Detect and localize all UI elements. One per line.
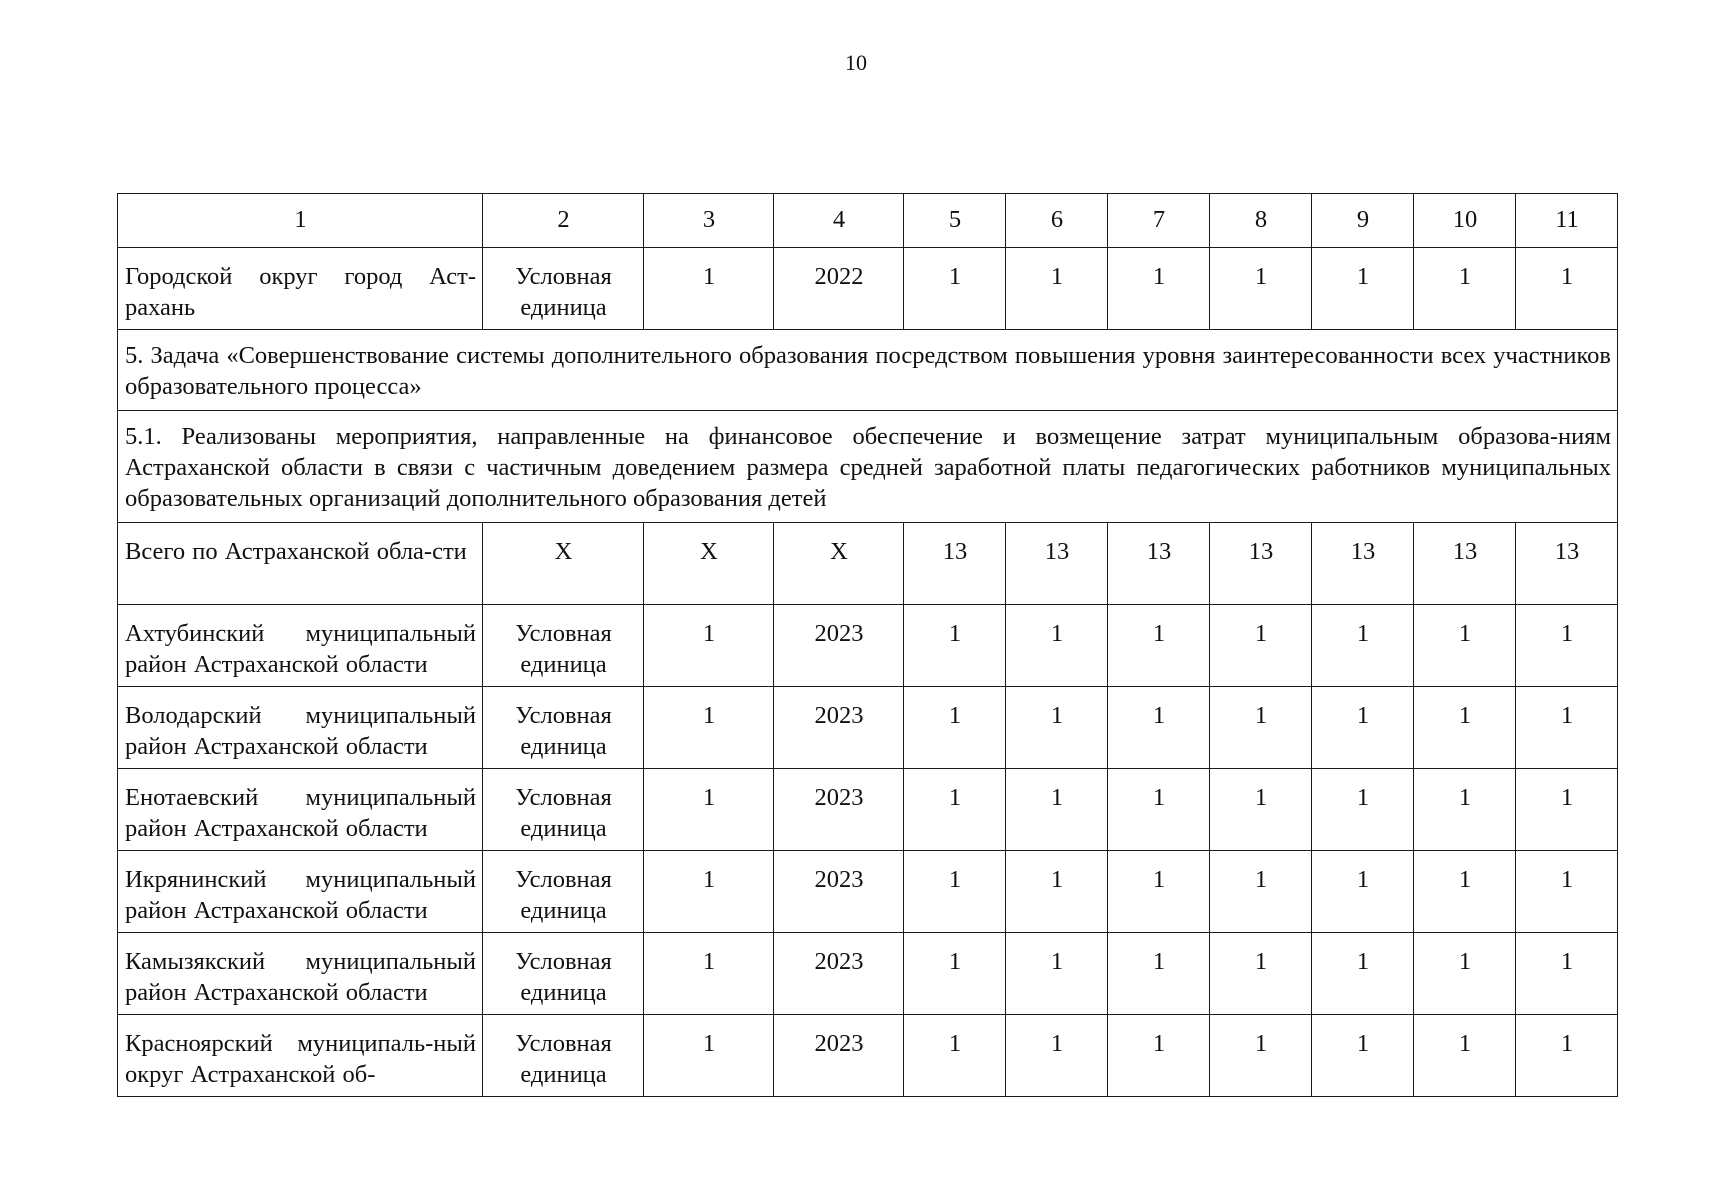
column-number: 6	[1006, 194, 1108, 248]
unit-cell: Условная единица	[483, 248, 644, 330]
value-cell: 1	[1516, 687, 1618, 769]
value-cell: 1	[1312, 1015, 1414, 1097]
value-cell: 1	[1414, 605, 1516, 687]
value-cell: 1	[1414, 687, 1516, 769]
table-row	[118, 769, 1618, 851]
municipality-name: Камызякский муниципальный район Астраханской области	[118, 933, 483, 1015]
value-cell: 13	[1516, 523, 1618, 605]
column-number: 2	[483, 194, 644, 248]
unit-cell: Условная единица	[483, 769, 644, 851]
column-number: 8	[1210, 194, 1312, 248]
value-cell: 1	[904, 687, 1006, 769]
year-cell: 2023	[774, 687, 904, 769]
value-cell: 1	[1210, 1015, 1312, 1097]
column-number-row	[118, 194, 1618, 248]
column-number: 10	[1414, 194, 1516, 248]
unit-cell: Условная единица	[483, 605, 644, 687]
indicators-table	[117, 193, 1618, 1097]
value-cell: 1	[1516, 248, 1618, 330]
value-cell: 1	[1312, 769, 1414, 851]
value-cell: 1	[1006, 1015, 1108, 1097]
table-row	[118, 687, 1618, 769]
value-cell: 1	[1210, 851, 1312, 933]
value-cell: 1	[904, 933, 1006, 1015]
value-cell: 1	[1108, 1015, 1210, 1097]
value-cell: 1	[1414, 1015, 1516, 1097]
value-cell: 13	[904, 523, 1006, 605]
unit-cell: Условная единица	[483, 1015, 644, 1097]
subtask-heading-row	[118, 411, 1618, 523]
value-cell: 1	[644, 851, 774, 933]
task-heading: 5. Задача «Совершенствование системы дополнительного образования посредством повышения уровня заинтересованности всех участников образовательного процесса»	[118, 330, 1618, 411]
value-cell: 1	[1516, 605, 1618, 687]
municipality-name: Красноярский муниципаль-ный округ Астраханской об-	[118, 1015, 483, 1097]
value-cell: 1	[1210, 248, 1312, 330]
year-cell: 2023	[774, 851, 904, 933]
value-cell: 1	[1516, 933, 1618, 1015]
value-cell: 1	[1210, 933, 1312, 1015]
value-cell: 1	[1108, 769, 1210, 851]
value-cell: 1	[1006, 248, 1108, 330]
value-cell: 1	[1006, 605, 1108, 687]
value-cell: 13	[1414, 523, 1516, 605]
value-cell: 1	[1414, 851, 1516, 933]
unit-cell: Условная единица	[483, 851, 644, 933]
year-cell: 2023	[774, 1015, 904, 1097]
year-cell: 2022	[774, 248, 904, 330]
column-number: 1	[118, 194, 483, 248]
municipality-name: Володарский муниципальный район Астраханской области	[118, 687, 483, 769]
column-number: 3	[644, 194, 774, 248]
value-cell: 1	[644, 933, 774, 1015]
value-cell: 13	[1312, 523, 1414, 605]
value-cell: 1	[904, 769, 1006, 851]
column-number: 7	[1108, 194, 1210, 248]
value-cell: 1	[1108, 605, 1210, 687]
value-cell: 1	[1006, 687, 1108, 769]
value-cell: 13	[1210, 523, 1312, 605]
value-cell: 1	[1312, 605, 1414, 687]
value-cell: 1	[1414, 248, 1516, 330]
municipality-name: Енотаевский муниципальный район Астраханской области	[118, 769, 483, 851]
subtask-heading: 5.1. Реализованы мероприятия, направленные на финансовое обеспечение и возмещение затрат муниципальным образова-ниям Астраханской области в связи с частичным доведением размера средней заработной платы педагогических работников муниципальных образовательных организаций дополнительного образования детей	[118, 411, 1618, 523]
value-cell: X	[644, 523, 774, 605]
value-cell: 1	[1108, 851, 1210, 933]
value-cell: X	[483, 523, 644, 605]
column-number: 11	[1516, 194, 1618, 248]
value-cell: 1	[1414, 933, 1516, 1015]
municipality-name: Ахтубинский муниципальный район Астраханской области	[118, 605, 483, 687]
value-cell: 1	[1312, 687, 1414, 769]
value-cell: 1	[1414, 769, 1516, 851]
year-cell: 2023	[774, 605, 904, 687]
value-cell: 1	[1516, 769, 1618, 851]
value-cell: 1	[1006, 851, 1108, 933]
value-cell: 1	[1516, 1015, 1618, 1097]
value-cell: 1	[644, 769, 774, 851]
column-number: 4	[774, 194, 904, 248]
column-number: 5	[904, 194, 1006, 248]
table-row	[118, 248, 1618, 330]
total-label: Всего по Астраханской обла-сти	[118, 523, 483, 605]
municipality-name: Икрянинский муниципальный район Астраханской области	[118, 851, 483, 933]
page-number: 10	[845, 50, 867, 75]
value-cell: 1	[1312, 248, 1414, 330]
value-cell: 1	[904, 248, 1006, 330]
value-cell: 13	[1108, 523, 1210, 605]
year-cell: 2023	[774, 769, 904, 851]
column-number: 9	[1312, 194, 1414, 248]
task-heading-row	[118, 330, 1618, 411]
total-row	[118, 523, 1618, 605]
value-cell: 1	[1108, 248, 1210, 330]
value-cell: 13	[1006, 523, 1108, 605]
table-row	[118, 605, 1618, 687]
table-row	[118, 1015, 1618, 1097]
year-cell: 2023	[774, 933, 904, 1015]
value-cell: 1	[1210, 687, 1312, 769]
value-cell: X	[774, 523, 904, 605]
value-cell: 1	[644, 1015, 774, 1097]
table-row	[118, 851, 1618, 933]
value-cell: 1	[904, 605, 1006, 687]
municipality-name: Городской округ город Аст-рахань	[118, 248, 483, 330]
value-cell: 1	[644, 687, 774, 769]
value-cell: 1	[1516, 851, 1618, 933]
value-cell: 1	[1006, 769, 1108, 851]
table-row	[118, 933, 1618, 1015]
value-cell: 1	[904, 1015, 1006, 1097]
value-cell: 1	[644, 605, 774, 687]
value-cell: 1	[1312, 933, 1414, 1015]
unit-cell: Условная единица	[483, 687, 644, 769]
value-cell: 1	[1312, 851, 1414, 933]
value-cell: 1	[904, 851, 1006, 933]
unit-cell: Условная единица	[483, 933, 644, 1015]
value-cell: 1	[1210, 605, 1312, 687]
value-cell: 1	[1108, 687, 1210, 769]
value-cell: 1	[1210, 769, 1312, 851]
value-cell: 1	[644, 248, 774, 330]
value-cell: 1	[1108, 933, 1210, 1015]
value-cell: 1	[1006, 933, 1108, 1015]
